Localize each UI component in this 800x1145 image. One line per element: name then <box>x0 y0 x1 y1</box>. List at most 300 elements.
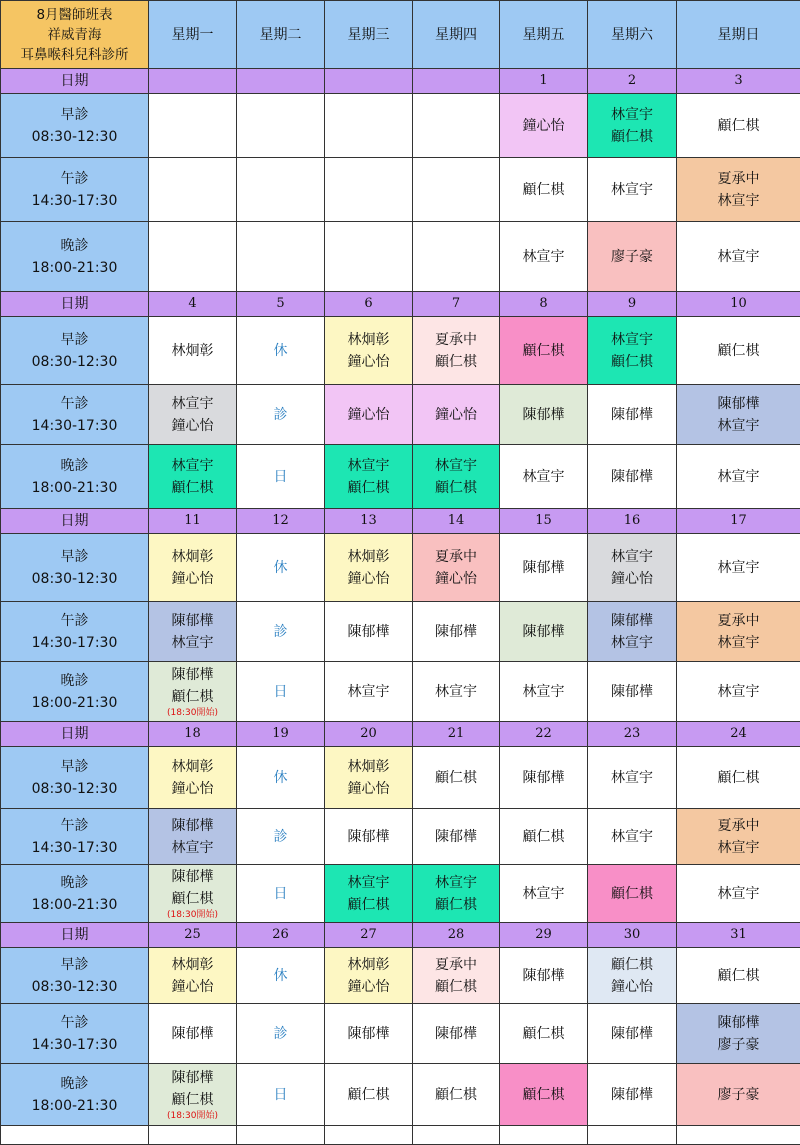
schedule-cell <box>237 1004 325 1064</box>
schedule-cell <box>149 94 237 158</box>
empty-cell <box>1 1126 149 1145</box>
doctor-names: 鐘心怡 <box>435 406 477 423</box>
doctor-names: 林宣宇 顧仁棋 <box>611 106 653 145</box>
shift-time: 08:30-12:30 <box>31 128 118 145</box>
date-cell: 11 <box>149 509 237 534</box>
shift-row <box>1 602 800 662</box>
doctor-names: 陳郁樺 林宣宇 <box>611 612 653 651</box>
date-cell: 3 <box>677 69 800 94</box>
schedule-cell <box>237 662 325 722</box>
schedule-cell <box>237 1064 325 1126</box>
schedule-cell <box>325 94 413 158</box>
schedule-cell <box>500 445 588 509</box>
shift-time: 18:00-21:30 <box>31 694 118 711</box>
shift-row <box>1 317 800 385</box>
doctor-names: 廖子豪 <box>611 248 653 265</box>
date-row <box>1 722 800 747</box>
shift-time: 18:00-21:30 <box>31 479 118 496</box>
doctor-names: 陳郁樺 <box>171 1025 214 1042</box>
date-label: 日期 <box>1 69 149 94</box>
doctor-names: 陳郁樺 <box>522 769 565 786</box>
schedule-cell <box>413 602 500 662</box>
shift-row <box>1 158 800 222</box>
date-cell: 9 <box>588 292 677 317</box>
shift-time: 18:00-21:30 <box>31 1097 118 1114</box>
doctor-names: 陳郁樺 林宣宇 <box>171 612 214 651</box>
doctor-names: 林宣宇 <box>522 468 565 485</box>
shift-row <box>1 809 800 865</box>
shift-name: 午診 <box>60 395 89 412</box>
doctor-names: 診 <box>273 623 288 640</box>
date-cell: 8 <box>500 292 588 317</box>
doctor-names: 林宣宇 顧仁棋 <box>171 457 214 496</box>
date-cell: 15 <box>500 509 588 534</box>
schedule-cell <box>677 1064 800 1126</box>
shift-time: 08:30-12:30 <box>31 353 118 370</box>
schedule-cell <box>413 1004 500 1064</box>
shift-time: 14:30-17:30 <box>31 417 118 434</box>
doctor-names: 日 <box>273 468 288 485</box>
shift-name: 午診 <box>60 170 89 187</box>
doctor-names: 林宣宇 <box>522 885 565 902</box>
schedule-cell <box>588 534 677 602</box>
shift-time: 08:30-12:30 <box>31 570 118 587</box>
schedule-cell <box>413 948 500 1004</box>
doctor-names: 日 <box>273 683 288 700</box>
doctor-names: 林宣宇 顧仁棋 <box>435 457 477 496</box>
schedule-cell <box>500 747 588 809</box>
date-cell: 21 <box>413 722 500 747</box>
doctor-names: 陳郁樺 <box>611 406 653 423</box>
schedule-cell <box>325 222 413 292</box>
doctor-names: 陳郁樺 <box>522 623 565 640</box>
date-cell: 30 <box>588 923 677 948</box>
schedule-cell <box>677 865 800 923</box>
schedule-cell <box>413 317 500 385</box>
schedule-cell <box>413 865 500 923</box>
schedule-cell <box>677 747 800 809</box>
schedule-cell <box>677 385 800 445</box>
shift-name: 午診 <box>60 1014 89 1031</box>
schedule-cell <box>325 445 413 509</box>
schedule-cell <box>325 865 413 923</box>
weekday-header: 星期一 <box>149 1 237 69</box>
schedule-body <box>1 1 800 1145</box>
schedule-cell <box>413 809 500 865</box>
schedule-cell <box>500 158 588 222</box>
doctor-names: 林宣宇 <box>611 769 653 786</box>
doctor-names: 顧仁棋 <box>435 1086 477 1103</box>
schedule-cell <box>325 662 413 722</box>
schedule-cell <box>677 158 800 222</box>
doctor-names: 林宣宇 <box>522 248 565 265</box>
doctor-names: 林宣宇 顧仁棋 <box>347 457 390 496</box>
schedule-cell <box>325 534 413 602</box>
date-row <box>1 69 800 94</box>
shift-row <box>1 1004 800 1064</box>
shift-time: 14:30-17:30 <box>31 1036 118 1053</box>
doctor-names: 林炯彰 鐘心怡 <box>347 331 390 370</box>
shift-name: 早診 <box>60 758 89 775</box>
doctor-names: 陳郁樺 <box>435 623 477 640</box>
date-cell: 17 <box>677 509 800 534</box>
date-cell: 25 <box>149 923 237 948</box>
shift-row <box>1 534 800 602</box>
start-time-note: (18:30開始) <box>167 708 218 718</box>
date-row <box>1 923 800 948</box>
schedule-cell <box>588 317 677 385</box>
schedule-cell <box>149 385 237 445</box>
doctor-names: 林宣宇 鐘心怡 <box>611 548 653 587</box>
date-cell: 24 <box>677 722 800 747</box>
date-label: 日期 <box>1 292 149 317</box>
schedule-cell <box>588 158 677 222</box>
schedule-cell <box>237 809 325 865</box>
doctor-names: 林炯彰 鐘心怡 <box>171 548 214 587</box>
doctor-names: 顧仁棋 <box>611 885 653 902</box>
shift-time: 18:00-21:30 <box>31 259 118 276</box>
schedule-cell <box>325 385 413 445</box>
schedule-cell <box>413 534 500 602</box>
date-cell: 4 <box>149 292 237 317</box>
doctor-names: 林宣宇 顧仁棋 <box>611 331 653 370</box>
doctor-names: 休 <box>273 967 288 984</box>
schedule-cell <box>588 602 677 662</box>
date-label: 日期 <box>1 923 149 948</box>
doctor-names: 林宣宇 <box>435 683 477 700</box>
doctor-names: 顧仁棋 <box>717 769 760 786</box>
doctor-names: 林炯彰 鐘心怡 <box>171 758 214 797</box>
date-cell: 27 <box>325 923 413 948</box>
header-row <box>1 1 800 69</box>
date-cell: 31 <box>677 923 800 948</box>
shift-row <box>1 662 800 722</box>
doctor-names: 診 <box>273 828 288 845</box>
schedule-cell <box>237 747 325 809</box>
shift-row <box>1 948 800 1004</box>
empty-cell <box>149 1126 237 1145</box>
doctor-names: 鐘心怡 <box>522 117 565 134</box>
shift-label <box>1 222 149 292</box>
schedule-cell <box>677 948 800 1004</box>
start-time-note: (18:30開始) <box>167 1111 218 1121</box>
schedule-cell <box>237 534 325 602</box>
doctor-names: 陳郁樺 林宣宇 <box>171 817 214 856</box>
shift-name: 早診 <box>60 331 89 348</box>
doctor-names: 休 <box>273 559 288 576</box>
shift-label <box>1 747 149 809</box>
doctor-names: 林宣宇 鐘心怡 <box>171 395 214 434</box>
shift-name: 午診 <box>60 817 89 834</box>
schedule-cell <box>413 158 500 222</box>
schedule-cell <box>588 662 677 722</box>
schedule-cell <box>588 385 677 445</box>
schedule-cell <box>500 662 588 722</box>
shift-row <box>1 445 800 509</box>
doctor-names: 夏承中 林宣宇 <box>717 817 760 856</box>
doctor-names: 顧仁棋 <box>522 1025 565 1042</box>
schedule-cell <box>677 534 800 602</box>
schedule-cell <box>237 602 325 662</box>
doctor-names: 夏承中 林宣宇 <box>717 170 760 209</box>
date-cell: 23 <box>588 722 677 747</box>
schedule-cell <box>677 809 800 865</box>
shift-label <box>1 948 149 1004</box>
shift-time: 08:30-12:30 <box>31 780 118 797</box>
doctor-names: 陳郁樺 <box>522 406 565 423</box>
schedule-cell <box>500 602 588 662</box>
shift-row <box>1 94 800 158</box>
schedule-cell <box>677 445 800 509</box>
doctor-names: 林宣宇 <box>717 683 760 700</box>
schedule-cell <box>237 445 325 509</box>
schedule-cell <box>149 747 237 809</box>
shift-row <box>1 1064 800 1126</box>
doctor-names: 陳郁樺 顧仁棋 <box>171 869 214 907</box>
doctor-names: 夏承中 顧仁棋 <box>435 956 477 995</box>
shift-time: 14:30-17:30 <box>31 192 118 209</box>
doctor-names: 夏承中 鐘心怡 <box>435 548 477 587</box>
date-cell: 19 <box>237 722 325 747</box>
doctor-names: 廖子豪 <box>717 1086 760 1103</box>
start-time-note: (18:30開始) <box>167 910 218 920</box>
schedule-cell <box>588 865 677 923</box>
doctor-names: 陳郁樺 <box>611 1025 653 1042</box>
doctor-names: 診 <box>273 406 288 423</box>
doctor-names: 林宣宇 <box>717 248 760 265</box>
schedule-cell <box>149 865 237 923</box>
doctor-names: 陳郁樺 <box>347 828 390 845</box>
schedule-cell <box>149 534 237 602</box>
doctor-names: 顧仁棋 <box>522 342 565 359</box>
shift-name: 午診 <box>60 612 89 629</box>
date-row <box>1 509 800 534</box>
doctor-names: 陳郁樺 <box>347 623 390 640</box>
schedule-cell <box>237 158 325 222</box>
shift-name: 早診 <box>60 548 89 565</box>
date-cell: 29 <box>500 923 588 948</box>
shift-label <box>1 158 149 222</box>
shift-label <box>1 94 149 158</box>
doctor-names: 林宣宇 <box>611 181 653 198</box>
schedule-cell <box>413 1064 500 1126</box>
shift-label <box>1 662 149 722</box>
doctor-names: 陳郁樺 <box>611 468 653 485</box>
doctor-names: 陳郁樺 顧仁棋 <box>171 1070 214 1108</box>
schedule-cell <box>588 222 677 292</box>
doctor-names: 陳郁樺 <box>611 1086 653 1103</box>
doctor-names: 顧仁棋 <box>522 181 565 198</box>
schedule-cell <box>677 317 800 385</box>
schedule-cell <box>237 865 325 923</box>
doctor-names: 陳郁樺 <box>522 559 565 576</box>
date-cell: 12 <box>237 509 325 534</box>
date-cell: 7 <box>413 292 500 317</box>
doctor-names: 林宣宇 <box>717 559 760 576</box>
schedule-cell <box>677 222 800 292</box>
schedule-cell <box>149 1064 237 1126</box>
schedule-cell <box>413 222 500 292</box>
schedule-cell <box>500 222 588 292</box>
weekday-header: 星期二 <box>237 1 325 69</box>
schedule-cell <box>500 534 588 602</box>
schedule-cell <box>325 317 413 385</box>
date-cell <box>149 69 237 94</box>
schedule-cell <box>237 317 325 385</box>
schedule-title <box>1 1 149 69</box>
date-label: 日期 <box>1 509 149 534</box>
schedule-cell <box>588 948 677 1004</box>
schedule-cell <box>149 809 237 865</box>
date-cell: 10 <box>677 292 800 317</box>
shift-label <box>1 534 149 602</box>
shift-time: 14:30-17:30 <box>31 839 118 856</box>
schedule-cell <box>588 1064 677 1126</box>
schedule-cell <box>149 222 237 292</box>
date-cell <box>325 69 413 94</box>
schedule-cell <box>413 94 500 158</box>
schedule-cell <box>149 1004 237 1064</box>
weekday-header: 星期六 <box>588 1 677 69</box>
date-cell: 5 <box>237 292 325 317</box>
schedule-cell <box>500 1004 588 1064</box>
date-cell: 18 <box>149 722 237 747</box>
schedule-cell <box>588 747 677 809</box>
doctor-names: 休 <box>273 769 288 786</box>
schedule-cell <box>149 948 237 1004</box>
schedule-cell <box>588 445 677 509</box>
schedule-cell <box>325 747 413 809</box>
date-cell: 20 <box>325 722 413 747</box>
doctor-names: 林宣宇 <box>717 885 760 902</box>
doctor-names: 林炯彰 <box>171 342 214 359</box>
doctor-names: 陳郁樺 廖子豪 <box>717 1014 760 1053</box>
schedule-cell <box>500 317 588 385</box>
shift-label <box>1 865 149 923</box>
doctor-names: 陳郁樺 顧仁棋 <box>171 667 214 705</box>
doctor-names: 日 <box>273 1086 288 1103</box>
shift-time: 14:30-17:30 <box>31 634 118 651</box>
doctor-names: 林宣宇 <box>522 683 565 700</box>
doctor-names: 陳郁樺 林宣宇 <box>717 395 760 434</box>
weekday-header: 星期日 <box>677 1 800 69</box>
doctor-names: 林宣宇 顧仁棋 <box>435 874 477 913</box>
schedule-cell <box>677 602 800 662</box>
date-cell: 22 <box>500 722 588 747</box>
doctor-names: 林炯彰 鐘心怡 <box>347 758 390 797</box>
schedule-cell <box>237 94 325 158</box>
schedule-cell <box>149 158 237 222</box>
shift-label <box>1 317 149 385</box>
doctor-names: 林炯彰 鐘心怡 <box>171 956 214 995</box>
schedule-cell <box>677 662 800 722</box>
schedule-cell <box>237 222 325 292</box>
doctor-names: 林炯彰 鐘心怡 <box>347 548 390 587</box>
doctor-names: 顧仁棋 <box>435 769 477 786</box>
shift-name: 晚診 <box>60 874 89 891</box>
schedule-cell <box>588 94 677 158</box>
date-label: 日期 <box>1 722 149 747</box>
doctor-names: 顧仁棋 <box>522 828 565 845</box>
doctor-names: 顧仁棋 <box>717 342 760 359</box>
doctor-names: 林宣宇 顧仁棋 <box>347 874 390 913</box>
empty-row <box>1 1126 800 1145</box>
schedule-cell <box>325 948 413 1004</box>
empty-cell <box>413 1126 500 1145</box>
schedule-cell <box>500 948 588 1004</box>
schedule-cell <box>237 948 325 1004</box>
schedule-cell <box>588 1004 677 1064</box>
schedule-cell <box>413 662 500 722</box>
weekday-header: 星期四 <box>413 1 500 69</box>
date-cell: 6 <box>325 292 413 317</box>
schedule-cell <box>677 1004 800 1064</box>
empty-cell <box>677 1126 800 1145</box>
doctor-names: 休 <box>273 342 288 359</box>
doctor-names: 陳郁樺 <box>435 828 477 845</box>
date-cell: 28 <box>413 923 500 948</box>
doctor-names: 陳郁樺 <box>347 1025 390 1042</box>
schedule-cell <box>500 809 588 865</box>
schedule-cell <box>677 94 800 158</box>
shift-name: 早診 <box>60 106 89 123</box>
doctor-names: 夏承中 顧仁棋 <box>435 331 477 370</box>
doctor-names: 顧仁棋 <box>717 117 760 134</box>
date-cell: 13 <box>325 509 413 534</box>
shift-name: 早診 <box>60 956 89 973</box>
weekday-header: 星期三 <box>325 1 413 69</box>
doctor-names: 林宣宇 <box>611 828 653 845</box>
schedule-cell <box>325 602 413 662</box>
date-cell <box>413 69 500 94</box>
schedule-cell <box>325 158 413 222</box>
schedule-cell <box>413 445 500 509</box>
shift-label <box>1 809 149 865</box>
doctor-names: 顧仁棋 <box>522 1086 565 1103</box>
date-cell: 26 <box>237 923 325 948</box>
schedule-cell <box>149 445 237 509</box>
schedule-cell <box>149 317 237 385</box>
doctor-names: 日 <box>273 885 288 902</box>
date-row <box>1 292 800 317</box>
doctor-names: 診 <box>273 1025 288 1042</box>
schedule-cell <box>500 865 588 923</box>
date-cell: 16 <box>588 509 677 534</box>
date-cell: 14 <box>413 509 500 534</box>
shift-name: 晚診 <box>60 1075 89 1092</box>
shift-name: 晚診 <box>60 672 89 689</box>
doctor-names: 顧仁棋 <box>717 967 760 984</box>
date-cell: 2 <box>588 69 677 94</box>
schedule-cell <box>500 1064 588 1126</box>
doctor-names: 顧仁棋 鐘心怡 <box>611 956 653 995</box>
shift-label <box>1 1064 149 1126</box>
date-cell: 1 <box>500 69 588 94</box>
schedule-cell <box>325 809 413 865</box>
schedule-cell <box>588 809 677 865</box>
weekday-header: 星期五 <box>500 1 588 69</box>
schedule-cell <box>413 747 500 809</box>
doctor-names: 陳郁樺 <box>611 683 653 700</box>
shift-name: 晚診 <box>60 237 89 254</box>
shift-time: 18:00-21:30 <box>31 896 118 913</box>
doctor-names: 陳郁樺 <box>522 967 565 984</box>
doctor-names: 顧仁棋 <box>347 1086 390 1103</box>
shift-row <box>1 222 800 292</box>
title-line: 耳鼻喉科兒科診所 <box>20 46 129 63</box>
schedule-cell <box>413 385 500 445</box>
schedule-cell <box>149 602 237 662</box>
